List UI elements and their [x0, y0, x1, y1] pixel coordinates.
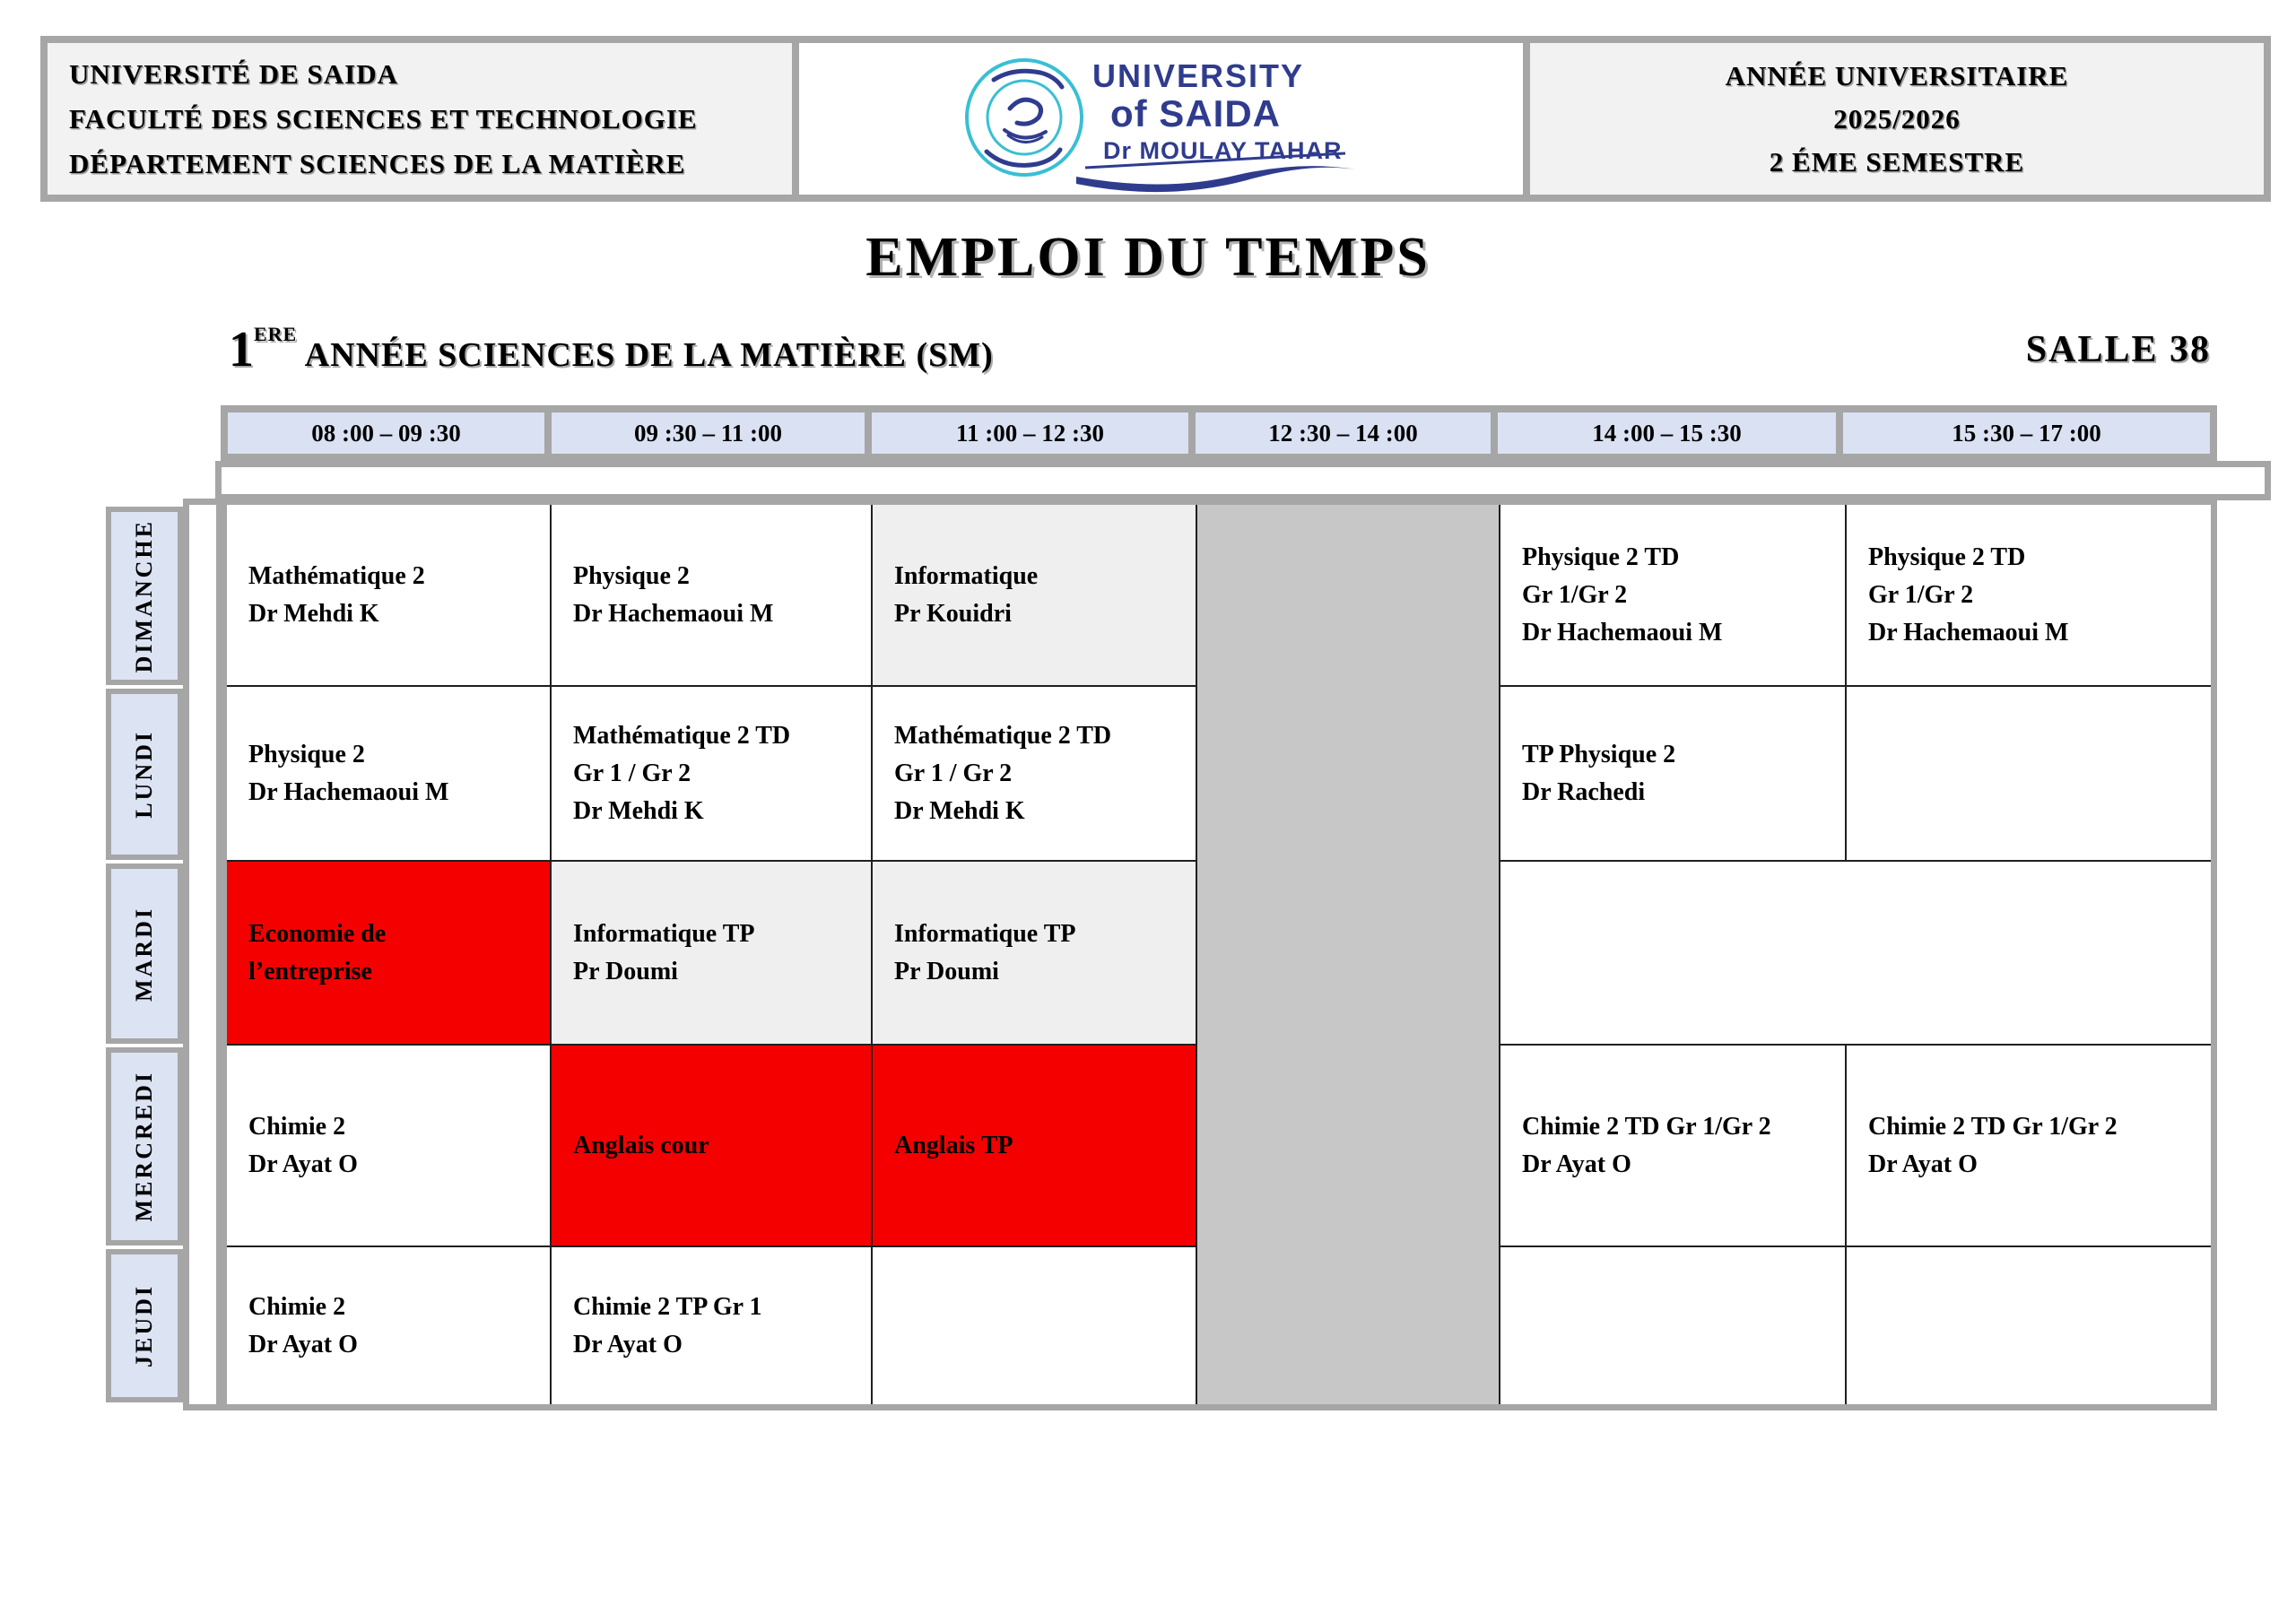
course-line: Mathématique 2	[248, 561, 425, 590]
cell-dimanche-1	[552, 505, 873, 687]
course-line: Anglais cour	[573, 1131, 709, 1159]
subtitle-number: 1	[229, 322, 254, 378]
day-row-jeudi	[227, 1247, 2211, 1404]
cell-mercredi-5	[1847, 1046, 2211, 1247]
cell-mardi-2	[873, 862, 1197, 1046]
logo-outer-ring	[967, 60, 1082, 175]
spacer-column	[183, 499, 222, 1410]
cell-mercredi-3	[1197, 1046, 1500, 1247]
course-line: Informatique TP	[894, 919, 1076, 948]
cell-mardi-3	[1197, 862, 1500, 1046]
day-label-text: JEUDI	[131, 1283, 157, 1367]
day-label-text: DIMANCHE	[131, 518, 157, 673]
course-line: Physique 2	[248, 740, 365, 768]
cell-dimanche-2	[873, 505, 1197, 687]
class-subtitle	[229, 321, 994, 378]
course-line: Informatique TP	[573, 919, 755, 948]
empty-spacer-row	[215, 461, 2271, 500]
course-line: Gr 1/Gr 2	[1522, 580, 1628, 609]
time-slot-5: 15 :30 – 17 :00	[1836, 405, 2217, 461]
course-line: TP Physique 2	[1522, 740, 1676, 768]
day-label-text: LUNDI	[131, 730, 157, 819]
cell-mercredi-1	[552, 1046, 873, 1247]
cell-jeudi-5	[1847, 1247, 2211, 1404]
cell-jeudi-2	[873, 1247, 1197, 1404]
cell-dimanche-3	[1197, 505, 1500, 687]
day-label-mercredi	[106, 1047, 183, 1245]
cell-dimanche-0	[227, 505, 552, 687]
course-line: l’entreprise	[248, 957, 372, 985]
logo-calligraphy-bottom	[987, 150, 1060, 165]
time-slot-0: 08 :00 – 09 :30	[221, 405, 552, 461]
course-line: Dr Mehdi K	[894, 796, 1025, 825]
course-line: Physique 2 TD	[1522, 542, 1680, 571]
cell-jeudi-4	[1500, 1247, 1847, 1404]
logo-calligraphy-center	[1010, 100, 1041, 124]
cell-lundi-5	[1847, 687, 2211, 862]
cell-dimanche-4	[1500, 505, 1847, 687]
course-line: Dr Ayat O	[573, 1330, 683, 1358]
course-line: Dr Ayat O	[1868, 1150, 1978, 1178]
course-line: Dr Hachemaoui M	[573, 599, 774, 628]
day-label-jeudi	[106, 1249, 183, 1402]
day-label-text: MERCREDI	[131, 1071, 157, 1222]
cell-lundi-0	[227, 687, 552, 862]
course-line: Dr Ayat O	[248, 1330, 358, 1358]
logo-swoosh	[1076, 166, 1356, 192]
time-header-row	[221, 405, 2217, 461]
course-line: Gr 1/Gr 2	[1868, 580, 1974, 609]
cell-lundi-2	[873, 687, 1197, 862]
course-line: Chimie 2 TD Gr 1/Gr 2	[1868, 1112, 2118, 1141]
day-label-mardi	[106, 864, 183, 1044]
course-line: Chimie 2	[248, 1292, 346, 1321]
header-band	[40, 36, 2271, 202]
time-slot-1: 09 :30 – 11 :00	[544, 405, 872, 461]
day-label-dimanche	[106, 507, 183, 685]
cell-dimanche-5	[1847, 505, 2211, 687]
university-logo	[951, 44, 1372, 195]
subtitle-ordinal: ERE	[254, 323, 298, 345]
course-line: Physique 2 TD	[1868, 542, 2026, 571]
course-line: Dr Ayat O	[1522, 1150, 1631, 1178]
course-line: Pr Doumi	[894, 957, 999, 985]
course-line: Mathématique 2 TD	[573, 721, 791, 750]
logo-calligraphy-top	[994, 71, 1062, 87]
day-label-lundi	[106, 689, 183, 860]
cell-mardi-0	[227, 862, 552, 1046]
course-line: Pr Kouidri	[894, 599, 1012, 628]
time-slot-2: 11 :00 – 12 :30	[865, 405, 1196, 461]
course-line: Dr Hachemaoui M	[248, 777, 449, 806]
subtitle-text: ANNÉE SCIENCES DE LA MATIÈRE (SM)	[297, 336, 994, 374]
day-label-text: MARDI	[131, 906, 157, 1002]
logo-text-of-saida: of SAIDA	[1109, 91, 1281, 135]
cell-lundi-4	[1500, 687, 1847, 862]
course-line: Dr Rachedi	[1522, 777, 1646, 806]
cell-jeudi-0	[227, 1247, 552, 1404]
semester-label: 2 ÉME SEMESTRE	[1769, 145, 2025, 178]
cell-lundi-1	[552, 687, 873, 862]
cell-mardi-1	[552, 862, 873, 1046]
cell-mercredi-2	[873, 1046, 1197, 1247]
course-line: Dr Ayat O	[248, 1150, 358, 1178]
time-slot-3: 12 :30 – 14 :00	[1188, 405, 1498, 461]
cell-jeudi-3	[1197, 1247, 1500, 1404]
day-row-dimanche	[227, 505, 2211, 687]
course-line: Pr Doumi	[573, 957, 678, 985]
schedule-grid	[221, 499, 2217, 1410]
course-line: Physique 2	[573, 561, 690, 590]
cell-mardi-4	[1500, 862, 2211, 1046]
day-row-lundi	[227, 687, 2211, 862]
day-label-column	[106, 499, 183, 1410]
course-line: Anglais TP	[894, 1131, 1013, 1159]
course-line: Informatique	[894, 561, 1039, 590]
course-line: Gr 1 / Gr 2	[894, 759, 1013, 787]
course-line: Dr Hachemaoui M	[1868, 618, 2069, 647]
course-line: Dr Hachemaoui M	[1522, 618, 1723, 647]
header-right-box	[1530, 43, 2264, 195]
department-name: DÉPARTEMENT SCIENCES DE LA MATIÈRE	[69, 147, 686, 179]
course-line: Gr 1 / Gr 2	[573, 759, 691, 787]
course-line: Chimie 2 TD Gr 1/Gr 2	[1522, 1112, 1771, 1141]
course-line: Chimie 2	[248, 1112, 346, 1141]
course-line: Dr Mehdi K	[573, 796, 704, 825]
cell-lundi-3	[1197, 687, 1500, 862]
logo-text-moulay-tahar: Dr MOULAY TAHAR	[1102, 136, 1343, 164]
faculty-name: FACULTÉ DES SCIENCES ET TECHNOLOGIE	[69, 102, 698, 135]
cell-mercredi-0	[227, 1046, 552, 1247]
day-row-mardi	[227, 862, 2211, 1046]
cell-mercredi-4	[1500, 1046, 1847, 1247]
header-logo-box	[799, 43, 1523, 195]
university-name: UNIVERSITÉ DE SAIDA	[69, 57, 398, 90]
course-line: Dr Mehdi K	[248, 599, 379, 628]
logo-text-university: UNIVERSITY	[1091, 56, 1304, 94]
time-slot-4: 14 :00 – 15 :30	[1491, 405, 1843, 461]
course-line: Economie de	[248, 919, 387, 948]
day-row-mercredi	[227, 1046, 2211, 1247]
academic-year-value: 2025/2026	[1833, 102, 1961, 135]
course-line: Chimie 2 TP Gr 1	[573, 1292, 762, 1321]
room-label: SALLE 38	[2025, 329, 2211, 370]
header-left-box	[48, 43, 792, 195]
course-line: Mathématique 2 TD	[894, 721, 1112, 750]
academic-year-label: ANNÉE UNIVERSITAIRE	[1725, 59, 2069, 91]
cell-jeudi-1	[552, 1247, 873, 1404]
page-title: EMPLOI DU TEMPS	[865, 227, 1431, 288]
